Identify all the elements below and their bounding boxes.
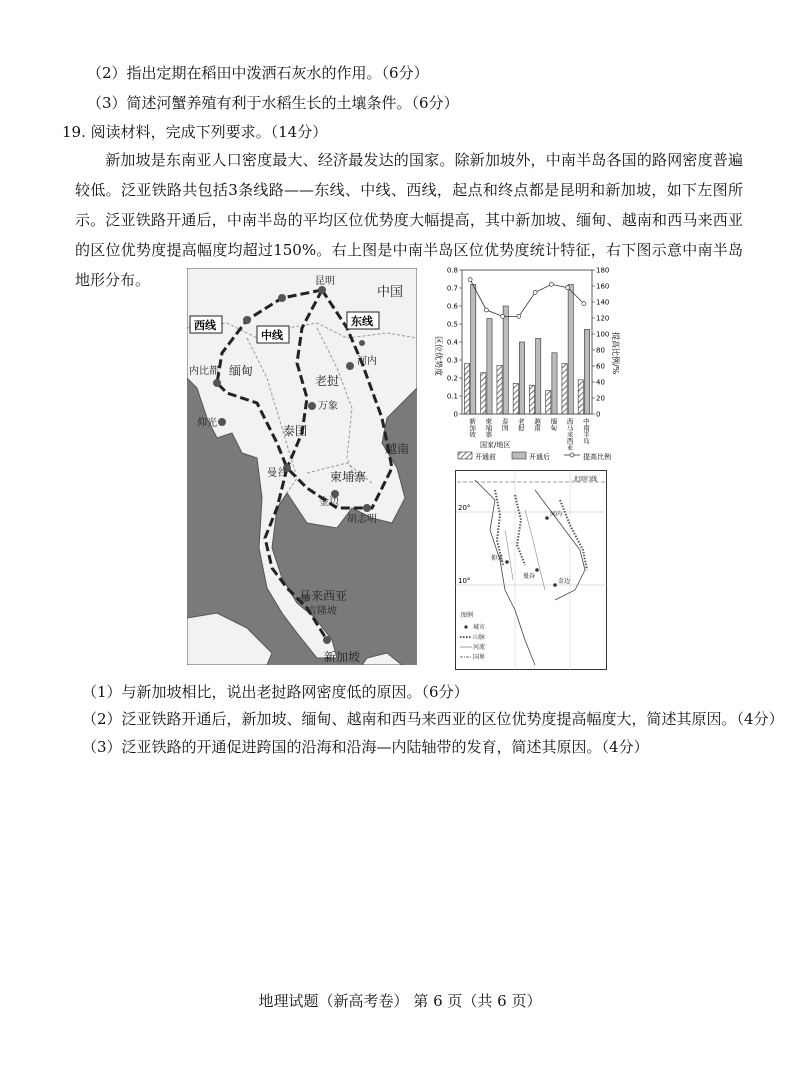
label-yangon: 仰光 [197, 418, 217, 429]
ratio-point [484, 308, 488, 312]
bar-after [519, 342, 524, 414]
y-tick-label: 0.8 [446, 266, 458, 275]
y2-tick-label: 20 [596, 394, 605, 403]
railway-map [187, 268, 417, 665]
x-tick-label: 老挝 [516, 418, 525, 431]
label-west-line: 西线 [194, 319, 216, 332]
ratio-point [533, 290, 537, 294]
terrain-hanoi: 河内 [550, 511, 563, 518]
y-tick-label: 0.4 [446, 338, 458, 347]
y2-tick-label: 60 [596, 362, 605, 371]
label-malaysia: 马来西亚 [299, 589, 348, 603]
page-footer: 地理试题（新高考卷） 第 6 页（共 6 页） [258, 992, 542, 1010]
y2-tick-label: 180 [596, 266, 610, 275]
y-tick-label: 0 [453, 410, 458, 419]
terrain-bangkok: 曼谷 [523, 573, 536, 580]
bar-before [464, 364, 469, 414]
y-tick-label: 0.3 [446, 356, 458, 365]
y-tick-label: 0.5 [446, 320, 458, 329]
ratio-point [566, 286, 570, 290]
y2-tick-label: 40 [596, 378, 605, 387]
legend-swatch-after [512, 452, 526, 459]
label-phnom-penh: 金边 [319, 497, 339, 508]
question-19-2: （2）泛亚铁路开通后，新加坡、缅甸、越南和西马来西亚的区位优势度提高幅度大，简述其原因。（4分） [82, 710, 784, 728]
label-hanoi: 河内 [357, 356, 377, 367]
label-east-line: 东线 [351, 315, 373, 328]
label-hcmc: 胡志明 [347, 514, 377, 525]
bar-before [513, 383, 518, 414]
chart-ylabel: 区位优势度 [434, 336, 443, 376]
y2-tick-label: 120 [596, 314, 610, 323]
x-tick-label: 中南半岛 [581, 418, 590, 444]
question-18-3: （3）简述河蟹养殖有利于水稻生长的土壤条件。（6分） [87, 94, 459, 112]
terrain-phnom-penh: 金边 [558, 578, 571, 585]
x-tick-label: 柬埔寨 [484, 418, 493, 438]
bar-before [497, 365, 502, 414]
terrain-legend-river: 河流 [473, 644, 486, 651]
legend-swatch-before [458, 452, 472, 459]
bar-after [503, 306, 508, 414]
legend-swatch-ratio-dot [570, 453, 574, 457]
label-thailand: 泰国 [283, 424, 308, 438]
bar-after [487, 319, 492, 414]
question-19-3: （3）泛亚铁路的开通促进跨国的沿海和沿海—内陆轴带的发育，简述其原因。（4分） [82, 738, 649, 756]
terrain-tropic: 北回归线 [573, 476, 598, 483]
label-singapore: 新加坡 [324, 650, 361, 664]
question-18-2: （2）指出定期在稻田中泼洒石灰水的作用。（6分） [87, 64, 429, 82]
terrain-lat-10: 10° [458, 577, 471, 585]
y2-tick-label: 0 [596, 410, 601, 419]
bar-after [536, 338, 541, 414]
bar-before [481, 373, 486, 414]
bar-before [546, 391, 551, 414]
y2-tick-label: 100 [596, 330, 610, 339]
y-tick-label: 0.1 [446, 392, 458, 401]
ratio-point [582, 302, 586, 306]
terrain-legend-city: 城市 [473, 624, 486, 631]
y-tick-label: 0.6 [446, 302, 458, 311]
label-naypyidaw: 内比都 [189, 366, 219, 377]
terrain-lat-20: 20° [458, 504, 471, 512]
bar-after [568, 284, 573, 414]
location-advantage-chart [430, 262, 620, 467]
bar-after [552, 353, 557, 414]
y2-tick-label: 80 [596, 346, 605, 355]
x-tick-label: 新加坡 [468, 418, 477, 438]
terrain-legend-mountain: 山脉 [473, 634, 486, 641]
question-19-heading: 19. 阅读材料，完成下列要求。（14分） [62, 123, 328, 141]
bar-before [529, 385, 534, 414]
y2-tick-label: 160 [596, 282, 610, 291]
material-text: 新加坡是东南亚人口密度最大、经济最发达的国家。除新加坡外，中南半岛各国的路网密度普遍较低。泛亚铁路共包括3条线路——东线、中线、西线，起点和终点都是昆明和新加坡，如下左图所示。泛亚铁路开通后，中南半岛的平均区位优势度大幅提高，其中新加坡、缅甸、越南和西马来西亚的区位优势度提高幅度均超过150%。右上图是中南半岛区位优势度统计特征，右下图示意中南半岛地形分布。 [75, 151, 743, 289]
x-tick-label: 泰国 [500, 418, 509, 431]
legend-before: 开通前 [475, 453, 496, 461]
y2-tick-label: 140 [596, 298, 610, 307]
terrain-map [455, 470, 607, 670]
bar-before [578, 380, 583, 414]
terrain-yangon: 仰光 [491, 555, 504, 562]
bar-after [584, 329, 589, 414]
label-cambodia: 柬埔寨 [330, 470, 367, 484]
bar-before [562, 364, 567, 414]
label-bangkok: 曼谷 [267, 468, 287, 479]
question-19-1: （1）与新加坡相比，说出老挝路网密度低的原因。（6分） [82, 683, 469, 701]
x-tick-label: 越南 [533, 418, 542, 431]
y-tick-label: 0.7 [446, 284, 458, 293]
terrain-legend-border: 国界 [473, 654, 486, 661]
label-laos: 老挝 [315, 374, 340, 388]
ratio-point [501, 314, 505, 318]
label-kunming: 昆明 [315, 276, 335, 287]
label-myanmar: 缅甸 [229, 364, 254, 378]
ratio-point [549, 282, 553, 286]
bar-after [471, 284, 476, 414]
ratio-point [468, 278, 472, 282]
chart-y2label: 提高比例/% [611, 332, 620, 375]
ratio-point [517, 314, 521, 318]
terrain-legend-title: 图例 [461, 612, 474, 619]
chart-xlabel: 国家/地区 [480, 441, 511, 449]
y-tick-label: 0.2 [446, 374, 458, 383]
label-vientiane: 万象 [318, 401, 338, 412]
legend-ratio: 提高比例 [583, 453, 611, 461]
x-tick-label: 西马来西亚 [565, 418, 574, 451]
legend-after: 开通后 [529, 453, 550, 461]
x-tick-label: 缅甸 [549, 418, 558, 431]
label-vietnam: 越南 [385, 442, 410, 456]
label-middle-line: 中线 [261, 329, 283, 342]
label-kuala-lumpur: 吉隆坡 [307, 606, 337, 617]
label-china: 中国 [377, 285, 404, 300]
